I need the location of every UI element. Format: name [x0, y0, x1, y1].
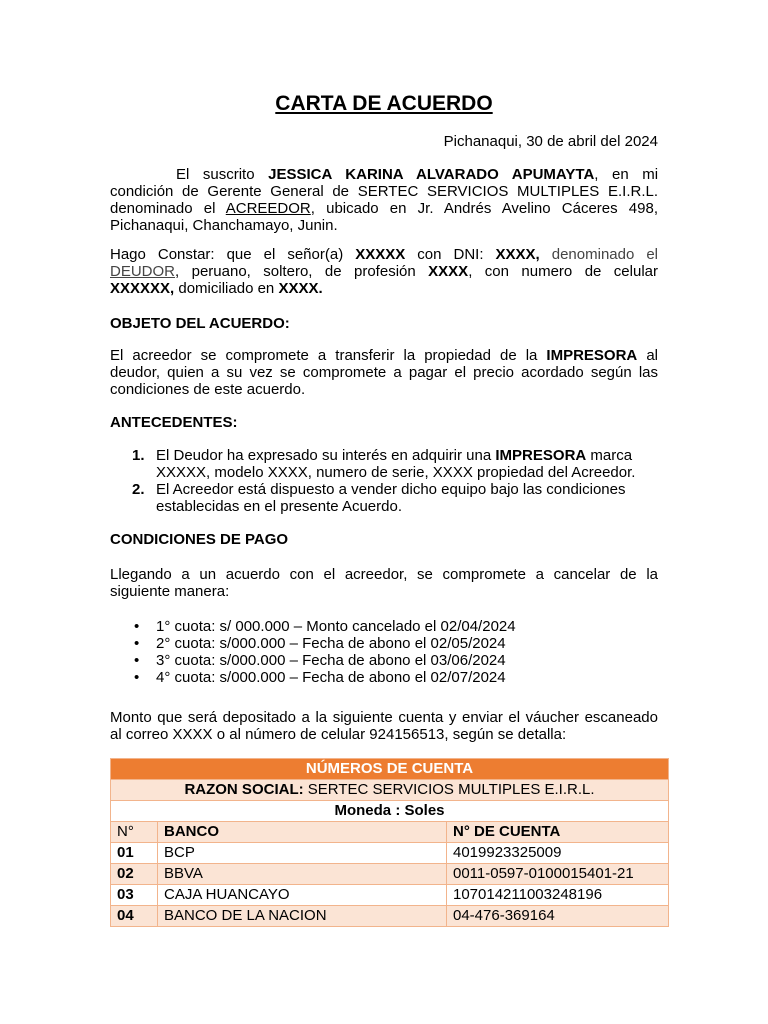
document-title: CARTA DE ACUERDO [275, 92, 493, 115]
table-row: 02 BBVA 0011-0597-0100015401-21 [111, 864, 669, 885]
constar-paragraph [110, 246, 658, 297]
cuota-item: • 2° cuota: s/000.000 – Fecha de abono el 02/05/2024 [134, 635, 506, 652]
accounts-table [110, 758, 669, 927]
deudor-term: DEUDOR [110, 263, 176, 280]
cuotas-list [110, 618, 658, 686]
cuota-item: • 4° cuota: s/000.000 – Fecha de abono el 02/07/2024 [134, 669, 506, 686]
objeto-line-3: condiciones de este acuerdo. [110, 381, 306, 398]
intro-line-2: condición de Gerente General de SERTEC SERVICIOS MULTIPLES E.I.R.L. [110, 183, 658, 200]
monto-line-1: Monto que será depositado a la siguiente cuenta y enviar el váucher escaneado [110, 709, 658, 726]
place-date: Pichanaqui, 30 de abril del 2024 [443, 133, 658, 150]
bullet-icon: • [134, 618, 140, 635]
column-header: N° DE CUENTA [447, 822, 669, 843]
monto-paragraph [110, 709, 658, 743]
antecedente-item-1: 1. El Deudor ha expresado su interés en adquirir una IMPRESORA marca XXXXX, modelo XXXX, numero de serie, XXXX propiedad del Acreedor. [132, 447, 636, 481]
objeto-line-1: El acreedor se compromete a transferir la propiedad de la IMPRESORA al [110, 347, 658, 364]
table-title-row [111, 759, 669, 780]
intro-line-4: Pichanaqui, Chanchamayo, Junin. [110, 217, 338, 234]
condiciones-paragraph [110, 566, 658, 600]
moneda-label: Moneda : Soles [111, 801, 669, 822]
constar-line-2: DEUDOR, peruano, soltero, de profesión XXXX, con numero de celular [110, 263, 658, 280]
table-row: 03 CAJA HUANCAYO 107014211003248196 [111, 885, 669, 906]
constar-line-1: Hago Constar: que el señor(a) XXXXX con DNI: XXXX, denominado el [110, 246, 659, 263]
razon-social-value: SERTEC SERVICIOS MULTIPLES E.I.R.L. [307, 781, 595, 798]
bullet-icon: • [134, 669, 140, 686]
antecedentes-list [110, 447, 658, 515]
bullet-icon: • [134, 635, 140, 652]
moneda-row [111, 801, 669, 822]
razon-social-row [111, 780, 669, 801]
constar-line-3: XXXXXX, domiciliado en XXXX. [110, 280, 323, 297]
intro-line-3: denominado el ACREEDOR, ubicado en Jr. Andrés Avelino Cáceres 498, [110, 200, 658, 217]
column-header: BANCO [158, 822, 447, 843]
table-row: 04 BANCO DE LA NACION 04-476-369164 [111, 906, 669, 927]
antecedentes-heading: ANTECEDENTES: [110, 414, 238, 431]
objeto-heading: OBJETO DEL ACUERDO: [110, 315, 290, 332]
intro-line-1: El suscrito JESSICA KARINA ALVARADO APUMAYTA, en mi [176, 166, 659, 183]
condiciones-line-1: Llegando a un acuerdo con el acreedor, se compromete a cancelar de la [110, 566, 658, 583]
acreedor-term: ACREEDOR [225, 200, 311, 217]
condiciones-heading: CONDICIONES DE PAGO [110, 531, 289, 548]
objeto-paragraph [110, 347, 658, 398]
column-header: N° [111, 822, 158, 843]
razon-social-label: RAZON SOCIAL: [184, 781, 304, 798]
table-header-row [111, 822, 669, 843]
bullet-icon: • [134, 652, 140, 669]
table-title: NÚMEROS DE CUENTA [111, 759, 669, 780]
cuota-item: • 1° cuota: s/ 000.000 – Monto cancelado el 02/04/2024 [134, 618, 516, 635]
monto-line-2: al correo XXXX o al número de celular 924156513, según se detalla: [110, 726, 567, 743]
signer-name: JESSICA KARINA ALVARADO APUMAYTA [268, 166, 595, 183]
condiciones-line-2: siguiente manera: [110, 583, 230, 600]
cuota-item: • 3° cuota: s/000.000 – Fecha de abono el 03/06/2024 [134, 652, 506, 669]
table-row: 01 BCP 4019923325009 [111, 843, 669, 864]
antecedente-item-2: 2. El Acreedor está dispuesto a vender dicho equipo bajo las condiciones establecidas en el presente Acuerdo. [132, 481, 626, 515]
objeto-line-2: deudor, quien a su vez se compromete a pagar el precio acordado según las [110, 364, 658, 381]
intro-paragraph [110, 166, 658, 234]
